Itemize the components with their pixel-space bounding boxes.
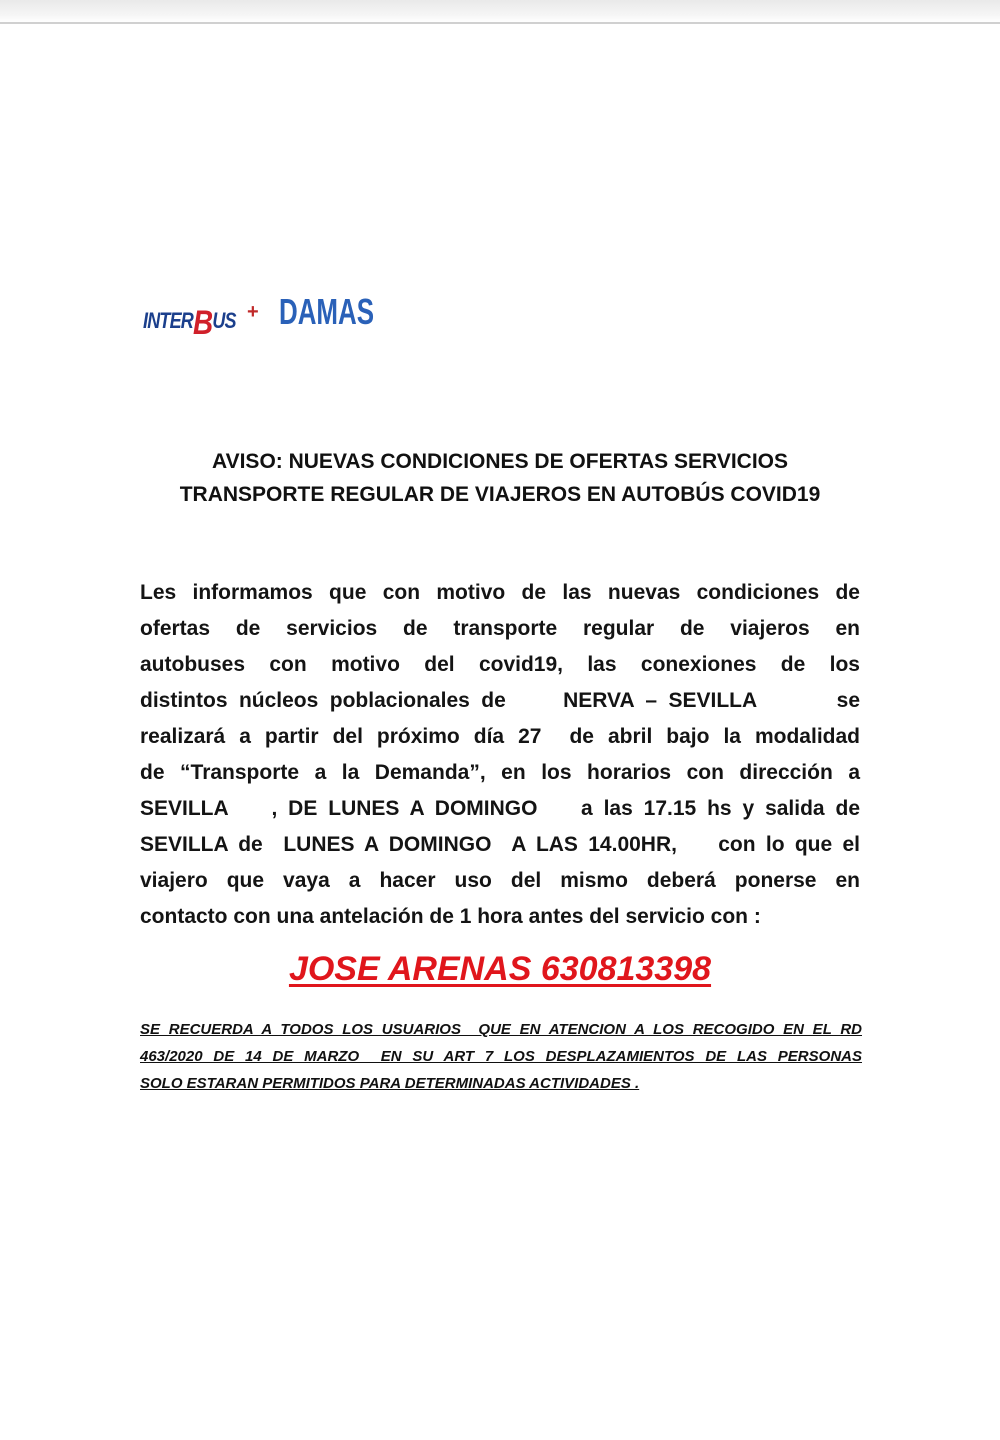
body-line: de “Transporte a la Demanda”, en los horarios con dirección a [140, 761, 860, 784]
interbus-logo [143, 298, 236, 342]
body-line: viajero que vaya a hacer uso del mismo deberá ponerse en [140, 869, 860, 892]
title-line-1: AVISO: NUEVAS CONDICIONES DE OFERTAS SERVICIOS [211, 450, 789, 473]
window-top-edge [0, 0, 1000, 24]
body-line: SEVILLA , DE LUNES A DOMINGO a las 17.15 hs y salida de [140, 797, 860, 820]
body-line: contacto con una antelación de 1 hora antes del servicio con : [140, 905, 761, 928]
notice-line: SE RECUERDA A TODOS LOS USUARIOS QUE EN ATENCION A LOS RECOGIDO EN EL RD [140, 1021, 862, 1038]
logo-row [143, 285, 373, 345]
interbus-logo-inter: INTER [143, 308, 194, 333]
legal-notice [140, 1016, 862, 1097]
interbus-logo-b: B [193, 304, 213, 342]
body-line: SEVILLA de LUNES A DOMINGO A LAS 14.00HR, con lo que el [140, 833, 860, 856]
damas-logo: DAMAS [279, 291, 375, 332]
logo-plus-icon: + [247, 301, 259, 323]
body-paragraph [140, 575, 860, 935]
body-line: Les informamos que con motivo de las nuevas condiciones de [140, 581, 860, 604]
notice-line: 463/2020 DE 14 DE MARZO EN SU ART 7 LOS DESPLAZAMIENTOS DE LAS PERSONAS [140, 1048, 862, 1065]
body-line: autobuses con motivo del covid19, las conexiones de los [140, 653, 860, 676]
body-line: realizará a partir del próximo día 27 de abril bajo la modalidad [140, 725, 860, 748]
contact-name-phone: JOSE ARENAS 630813398 [288, 950, 712, 988]
title-line-2: TRANSPORTE REGULAR DE VIAJEROS EN AUTOBÚS COVID19 [179, 483, 821, 506]
interbus-logo-us: US [212, 308, 236, 333]
notice-line: SOLO ESTARAN PERMITIDOS PARA DETERMINADAS ACTIVIDADES . [140, 1075, 640, 1092]
notice-title [140, 445, 860, 511]
body-line: ofertas de servicios de transporte regular de viajeros en [140, 617, 860, 640]
body-line: distintos núcleos poblacionales de NERVA – SEVILLA se [140, 689, 860, 712]
